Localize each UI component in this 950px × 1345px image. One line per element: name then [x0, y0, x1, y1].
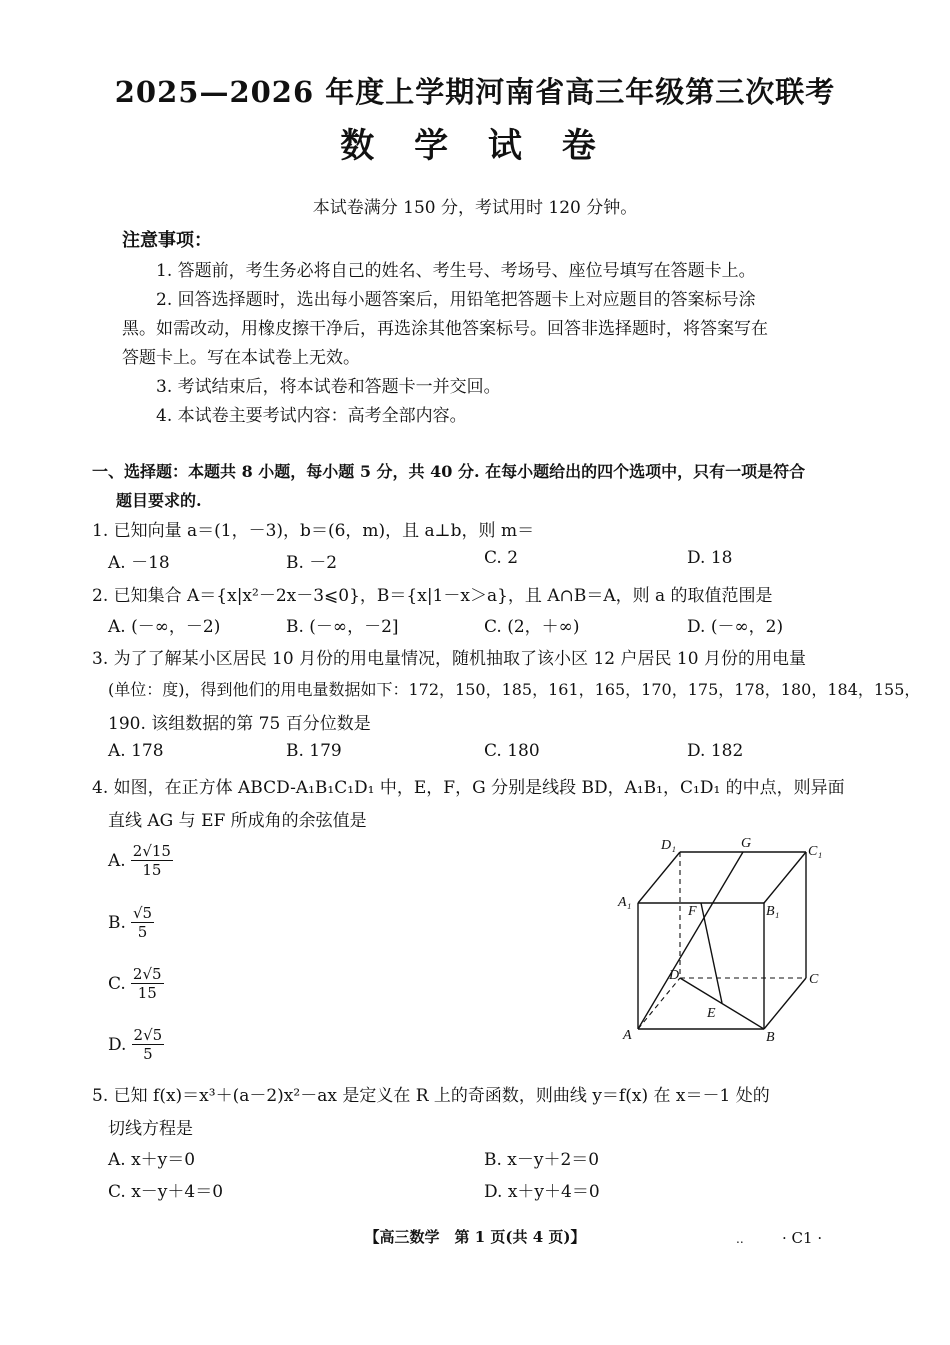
- notice-line-2: 2. 回答选择题时，选出每小题答案后，用铅笔把答题卡上对应题目的答案标号涂: [156, 290, 756, 310]
- hidden-edge-a-d: [638, 978, 680, 1029]
- question-3-line-2: (单位：度)，得到他们的用电量数据如下：172，150，185，161，165，170，175，178，180，184，155，: [108, 680, 921, 699]
- q4-option-a: [108, 842, 173, 879]
- q4-option-c-numerator: 2√5: [132, 965, 162, 983]
- q2-option-a: A. (－∞，－2): [108, 617, 221, 637]
- q4-option-d: [108, 1026, 164, 1063]
- q1-option-a: A. －18: [108, 553, 170, 573]
- q1-option-d: D. 18: [687, 548, 733, 568]
- notice-line-6: 4. 本试卷主要考试内容：高考全部内容。: [156, 406, 467, 426]
- q4-option-b: [108, 904, 154, 941]
- q4-option-b-fraction: [131, 904, 154, 941]
- q4-option-c-denominator: 15: [137, 984, 157, 1002]
- q4-option-b-denominator: 5: [137, 923, 148, 941]
- question-3-line-1: 3. 为了了解某小区居民 10 月份的用电量情况，随机抽取了该小区 12 户居民 10 月份的用电量: [92, 649, 806, 669]
- label-d: D: [669, 968, 680, 983]
- footer-code: · C1 ·: [782, 1229, 823, 1247]
- edge-b1-c1: [764, 852, 806, 903]
- footer-dots: ..: [736, 1232, 744, 1246]
- q4-option-c-label: C.: [108, 973, 126, 994]
- q4-option-b-numerator: √5: [133, 904, 153, 922]
- label-b1: B₁: [766, 904, 780, 919]
- exam-info: 本试卷满分 150 分，考试用时 120 分钟。: [312, 198, 638, 218]
- edge-a1-d1: [638, 852, 680, 903]
- q4-option-c: [108, 965, 164, 1002]
- question-2-stem: 2. 已知集合 A＝{x|x²－2x－3⩽0}，B＝{x|1－x＞a}，且 A∩B＝A，则 a 的取值范围是: [92, 586, 773, 606]
- q4-option-b-label: B.: [108, 912, 126, 933]
- cube-figure: [600, 826, 840, 1050]
- label-a: A: [623, 1028, 632, 1043]
- q4-option-a-label: A.: [108, 850, 126, 871]
- question-1-stem: 1. 已知向量 a＝(1，－3)，b＝(6，m)，且 a⊥b，则 m＝: [92, 521, 535, 541]
- subject-title: 数 学 试 卷: [340, 126, 610, 166]
- question-4-line-1: 4. 如图，在正方体 ABCD-A₁B₁C₁D₁ 中，E，F，G 分别是线段 BD，A₁B₁，C₁D₁ 的中点，则异面: [92, 778, 845, 798]
- q3-option-c: C. 180: [484, 741, 540, 761]
- q2-option-b: B. (－∞，－2]: [286, 617, 399, 637]
- exam-title: 2025—2026 年度上学期河南省高三年级第三次联考: [114, 75, 836, 109]
- notice-line-3: 黑。如需改动，用橡皮擦干净后，再选涂其他答案标号。回答非选择题时，将答案写在: [122, 319, 768, 339]
- notice-heading: 注意事项：: [122, 230, 212, 251]
- label-f: F: [688, 904, 697, 919]
- q3-option-b: B. 179: [286, 741, 342, 761]
- segment-d-b: [680, 978, 764, 1029]
- label-g: G: [741, 836, 752, 851]
- q5-option-c: C. x－y＋4＝0: [108, 1182, 224, 1202]
- section-heading-line-1: 一、选择题：本题共 8 小题，每小题 5 分，共 40 分. 在每小题给出的四个选项中，只有一项是符合: [92, 462, 806, 481]
- q5-option-b: B. x－y＋2＝0: [484, 1150, 600, 1170]
- q4-option-d-label: D.: [108, 1034, 127, 1055]
- label-a1: A₁: [618, 895, 632, 910]
- q4-option-a-numerator: 2√15: [132, 842, 171, 860]
- notice-line-4: 答题卡上。写在本试卷上无效。: [122, 348, 360, 368]
- label-c: C: [809, 972, 819, 987]
- q1-option-c: C. 2: [484, 548, 519, 568]
- label-b: B: [766, 1030, 775, 1045]
- q2-option-d: D. (－∞，2): [687, 617, 784, 637]
- q3-option-a: A. 178: [108, 741, 164, 761]
- segment-a-g: [638, 852, 743, 1029]
- question-5-line-2: 切线方程是: [108, 1119, 193, 1139]
- q2-option-c: C. (2，＋∞): [484, 617, 580, 637]
- q4-option-a-denominator: 15: [142, 861, 162, 879]
- q4-option-c-fraction: [131, 965, 164, 1002]
- label-c1: C₁: [808, 844, 823, 859]
- question-5-line-1: 5. 已知 f(x)＝x³＋(a－2)x²－ax 是定义在 R 上的奇函数，则曲线 y＝f(x) 在 x＝－1 处的: [92, 1086, 770, 1106]
- q5-option-d: D. x＋y＋4＝0: [484, 1182, 600, 1202]
- label-d1: D₁: [661, 838, 676, 853]
- question-4-line-2: 直线 AG 与 EF 所成角的余弦值是: [108, 811, 367, 831]
- q4-option-d-fraction: [132, 1026, 165, 1063]
- q4-option-d-numerator: 2√5: [133, 1026, 163, 1044]
- q1-option-b: B. －2: [286, 553, 338, 573]
- question-3-line-3: 190. 该组数据的第 75 百分位数是: [108, 714, 371, 734]
- q5-option-a: A. x＋y＝0: [108, 1150, 196, 1170]
- q4-option-d-denominator: 5: [143, 1045, 153, 1063]
- edge-b-c: [764, 978, 806, 1029]
- q4-option-a-fraction: [131, 842, 173, 879]
- section-heading-line-2: 题目要求的.: [116, 491, 202, 510]
- notice-line-5: 3. 考试结束后，将本试卷和答题卡一并交回。: [156, 377, 501, 397]
- notice-line-1: 1. 答题前，考生务必将自己的姓名、考生号、考场号、座位号填写在答题卡上。: [156, 261, 756, 281]
- q3-option-d: D. 182: [687, 741, 744, 761]
- label-e: E: [707, 1006, 716, 1021]
- segment-f-e: [701, 903, 722, 1003]
- page-footer: 【高三数学 第 1 页(共 4 页)】: [364, 1228, 586, 1246]
